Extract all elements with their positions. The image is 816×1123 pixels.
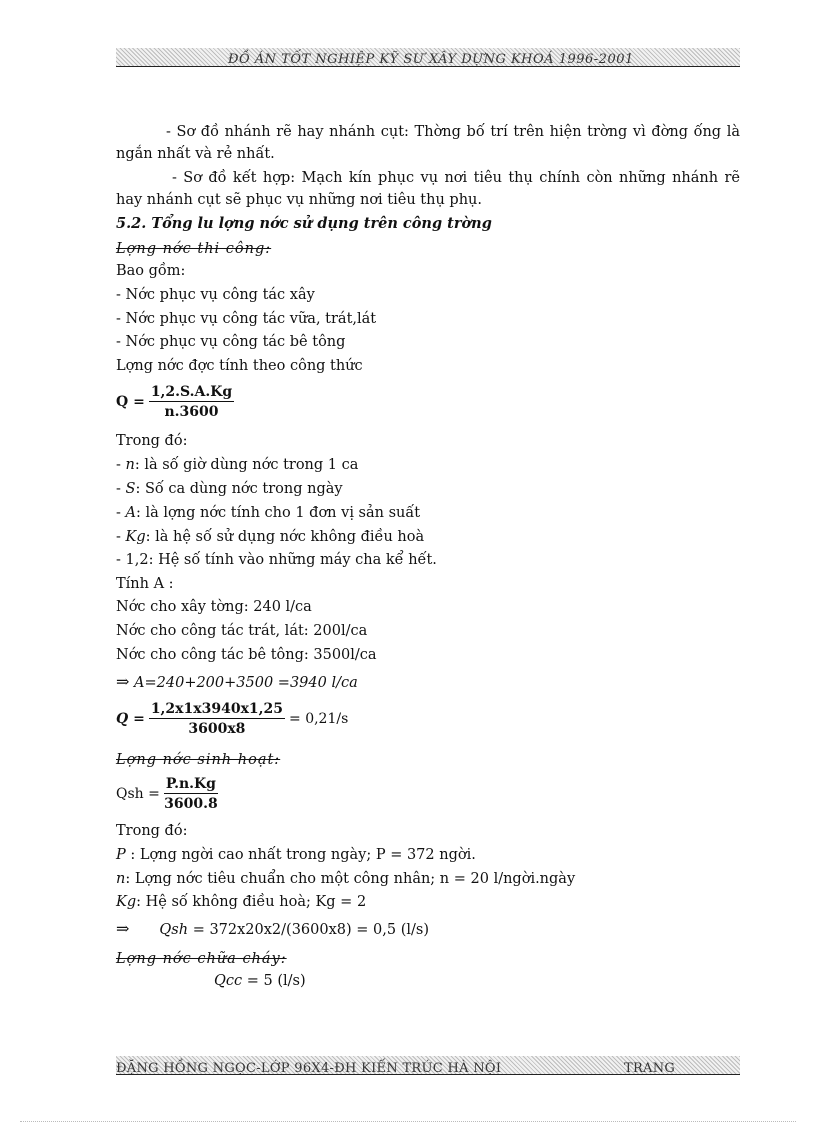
text-trong-do: Trong đó: xyxy=(116,823,188,839)
implies-icon: ⇒ xyxy=(116,672,130,691)
formula-q-result xyxy=(116,701,348,737)
formula-lhs: Q = xyxy=(116,394,145,410)
formula-lhs: Q = xyxy=(116,711,145,727)
qsh-calculation: ⇒ Qsh = 372x20x2/(3600x8) = 0,5 (l/s) xyxy=(116,919,429,938)
definition-kg2: Kg: Hệ số không điều hoà; Kg = 2 xyxy=(116,894,367,910)
formula-denominator: 3600x8 xyxy=(188,721,246,737)
text-bao-gom: Bao gồm: xyxy=(116,263,186,279)
formula-lhs: Qsh = xyxy=(116,786,160,802)
page-footer xyxy=(116,1056,740,1075)
water-item: Nớc cho xây tờng: 240 l/ca xyxy=(116,599,312,615)
list-item: - Nớc phục vụ công tác xây xyxy=(116,287,315,303)
definition-kg: - Kg: là hệ số sử dụng nớc không điều hoà xyxy=(116,529,425,545)
definition-p: P : Lợng ngời cao nhất trong ngày; P = 372 ngời. xyxy=(116,847,476,863)
definition-12: - 1,2: Hệ số tính vào những máy cha kể hết. xyxy=(116,552,437,568)
formula-result: = 0,21/s xyxy=(289,711,349,727)
text-tinh-a: Tính A : xyxy=(116,576,174,592)
definition-a: - A: là lợng nớc tính cho 1 đơn vị sản suất xyxy=(116,505,421,521)
header-title: ĐỒ ÁN TỐT NGHIỆP KỸ SƯ XÂY DỰNG KHOÁ 1996-2001 xyxy=(228,52,634,67)
qcc-value: Qcc = 5 (l/s) xyxy=(214,973,306,989)
water-item: Nớc cho công tác bê tông: 3500l/ca xyxy=(116,647,377,663)
page-bottom-divider xyxy=(20,1121,796,1122)
subheading-fire-water: Lợng nớc chữa cháy: xyxy=(116,951,287,967)
formula-numerator: 1,2.S.A.Kg xyxy=(150,384,233,400)
formula-q xyxy=(116,384,238,420)
text-trong-do: Trong đó: xyxy=(116,433,188,449)
subheading-construction-water: Lợng nớc thi công: xyxy=(116,241,272,257)
formula-denominator: 3600.8 xyxy=(164,796,218,812)
a-sum-line: ⇒ A=240+200+3500 =3940 l/ca xyxy=(116,672,358,691)
formula-denominator: n.3600 xyxy=(164,404,219,420)
section-heading: 5.2. Tổng lu lợng nớc sử dụng trên công trờng xyxy=(116,215,492,232)
implies-icon: ⇒ xyxy=(116,919,130,938)
page-header xyxy=(116,48,740,67)
paragraph-combined-scheme: - Sơ đồ kết hợp: Mạch kín phục vụ nơi tiêu thụ chính còn những nhánh rẽ hay nhánh cụt sẽ phục vụ những nơi tiêu thụ phụ. xyxy=(116,170,740,208)
water-item: Nớc cho công tác trát, lát: 200l/ca xyxy=(116,623,368,639)
paragraph-branch-scheme: - Sơ đồ nhánh rẽ hay nhánh cụt: Thờng bố trí trên hiện trờng vì đờng ống là ngắn nhất và rẻ nhất. xyxy=(116,124,740,162)
formula-numerator: P.n.Kg xyxy=(165,776,216,792)
formula-intro: Lợng nớc đợc tính theo công thức xyxy=(116,358,363,374)
footer-author: ĐẶNG HỒNG NGỌC-LỚP 96X4-ĐH KIẾN TRÚC HÀ NỘI xyxy=(116,1061,502,1076)
list-item: - Nớc phục vụ công tác vữa, trát,lát xyxy=(116,311,377,327)
list-item: - Nớc phục vụ công tác bê tông xyxy=(116,334,346,350)
definition-s: - S: Số ca dùng nớc trong ngày xyxy=(116,481,343,497)
footer-page-label: TRANG xyxy=(624,1061,676,1076)
definition-n2: n: Lợng nớc tiêu chuẩn cho một công nhân; n = 20 l/ngời.ngày xyxy=(116,871,576,887)
formula-qsh xyxy=(116,776,222,812)
definition-n: - n: là số giờ dùng nớc trong 1 ca xyxy=(116,457,359,473)
subheading-domestic-water: Lợng nớc sinh hoạt: xyxy=(116,752,281,768)
formula-numerator: 1,2x1x3940x1,25 xyxy=(150,701,284,717)
